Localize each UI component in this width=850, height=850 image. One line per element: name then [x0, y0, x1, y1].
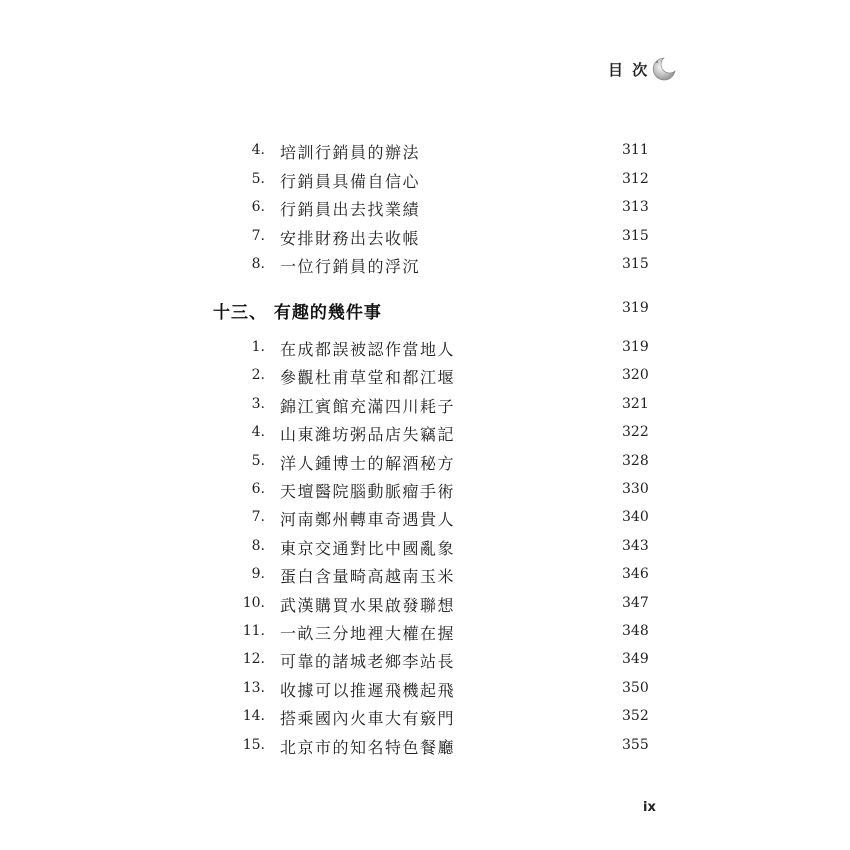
- entry-number: 8.: [251, 537, 265, 554]
- entry-title: 洋人鍾博士的解酒秘方: [280, 453, 456, 473]
- entry-title: 天壇醫院腦動脈瘤手術: [280, 482, 456, 501]
- entry-page: 311: [622, 142, 649, 158]
- toc-entry: [0, 254, 850, 278]
- entry-number: 2.: [251, 367, 265, 384]
- toc-entry: [0, 593, 850, 617]
- entry-page: 315: [622, 227, 649, 244]
- section-title: 十三、 有趣的幾件事: [213, 303, 382, 323]
- entry-page: 346: [622, 566, 649, 583]
- entry-page: 352: [622, 708, 649, 725]
- entry-title: 可靠的諸城老鄉李站長: [280, 652, 456, 672]
- entry-title: 收據可以推遲飛機起飛: [280, 680, 456, 700]
- entry-page: 348: [622, 623, 649, 639]
- entry-title: 東京交通對比中國亂象: [280, 538, 456, 558]
- header-title: 目 次: [608, 60, 650, 79]
- entry-title: 參觀杜甫草堂和都江堰: [280, 368, 456, 388]
- entry-page: 343: [622, 537, 649, 554]
- entry-page: 321: [622, 395, 649, 412]
- entry-number: 14.: [242, 708, 265, 725]
- crescent-moon-icon: [651, 56, 677, 82]
- entry-number: 7.: [251, 227, 265, 244]
- entry-number: 6.: [251, 481, 265, 497]
- entry-page: 319: [622, 339, 649, 355]
- entry-page: 340: [622, 509, 649, 526]
- page-number: ix: [643, 800, 656, 815]
- entry-number: 8.: [251, 256, 265, 272]
- entry-title: 在成都誤被認作當地人: [280, 340, 456, 359]
- entry-number: 4.: [251, 142, 265, 158]
- toc-entry: [0, 337, 850, 361]
- entry-page: 355: [622, 736, 649, 753]
- entry-number: 5.: [251, 452, 265, 469]
- toc-entry: [0, 479, 850, 503]
- toc-entry: [0, 169, 850, 193]
- entry-title: 蛋白含量畸高越南玉米: [280, 567, 456, 587]
- toc-entry: [0, 422, 850, 446]
- entry-title: 搭乘國內火車大有竅門: [280, 709, 456, 729]
- entry-page: 347: [622, 594, 649, 611]
- toc-entry: [0, 507, 850, 531]
- toc-entry: [0, 564, 850, 588]
- toc-entry: [0, 649, 850, 673]
- entry-page: 349: [622, 651, 649, 668]
- entry-number: 10.: [242, 594, 265, 611]
- entry-number: 15.: [242, 736, 265, 753]
- toc-entry: [0, 735, 850, 759]
- entry-title: 山東濰坊粥品店失竊記: [280, 425, 456, 445]
- entry-number: 12.: [242, 651, 265, 668]
- entry-title: 行銷員具備自信心: [280, 171, 421, 191]
- entry-page: 330: [622, 481, 649, 497]
- entry-number: 6.: [251, 199, 265, 215]
- entry-title: 河南鄭州轉車奇遇貴人: [280, 510, 456, 530]
- toc-entry: [0, 365, 850, 389]
- toc-entry: [0, 621, 850, 645]
- entry-number: 1.: [251, 339, 265, 355]
- toc-entry: [0, 678, 850, 702]
- entry-number: 11.: [242, 623, 265, 639]
- entry-title: 培訓行銷員的辦法: [280, 143, 421, 162]
- entry-page: 350: [622, 679, 649, 696]
- section-heading-row: [0, 298, 850, 324]
- entry-number: 13.: [242, 679, 265, 696]
- entry-page: 315: [622, 256, 649, 272]
- toc-entry: [0, 451, 850, 475]
- entry-title: 行銷員出去找業績: [280, 200, 421, 219]
- running-header: [608, 54, 677, 84]
- toc-entry: [0, 536, 850, 560]
- entry-title: 武漢購買水果啟發聯想: [280, 595, 456, 615]
- entry-page: 312: [622, 170, 649, 187]
- entry-page: 313: [622, 199, 649, 215]
- entry-title: 安排財務出去收帳: [280, 228, 421, 248]
- toc-entry: [0, 197, 850, 221]
- entry-number: 9.: [251, 566, 265, 583]
- entry-number: 4.: [251, 424, 265, 441]
- toc-entry: [0, 706, 850, 730]
- entry-page: 320: [622, 367, 649, 384]
- entry-number: 3.: [251, 395, 265, 412]
- entry-page: 328: [622, 452, 649, 469]
- entry-page: 322: [622, 424, 649, 441]
- entry-number: 7.: [251, 509, 265, 526]
- entry-title: 錦江賓館充滿四川耗子: [280, 396, 456, 416]
- entry-title: 一位行銷員的浮沉: [280, 257, 421, 276]
- toc-entry: [0, 140, 850, 164]
- toc-entry: [0, 394, 850, 418]
- entry-title: 一畝三分地裡大權在握: [280, 624, 456, 643]
- entry-number: 5.: [251, 170, 265, 187]
- section-page: 319: [622, 300, 649, 316]
- toc-entry: [0, 226, 850, 250]
- entry-title: 北京市的知名特色餐廳: [280, 737, 456, 757]
